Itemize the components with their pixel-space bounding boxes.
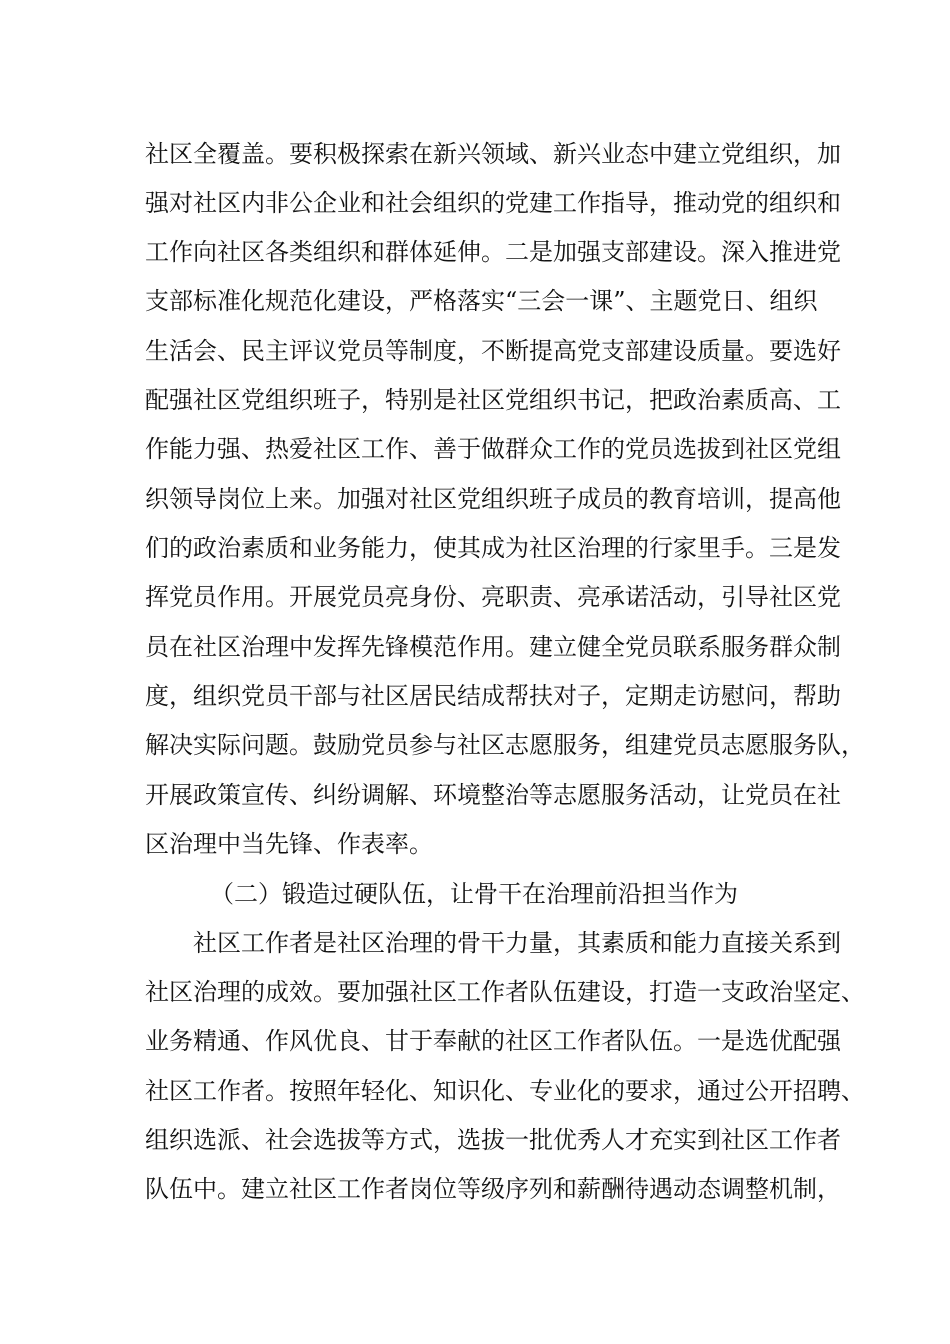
- paragraph-line: 社区工作者是社区治理的骨干力量，其素质和能力直接关系到: [193, 929, 841, 957]
- paragraph-line: 社区治理的成效。要加强社区工作者队伍建设，打造一支政治坚定、: [145, 978, 865, 1006]
- paragraph-line: 挥党员作用。开展党员亮身份、亮职责、亮承诺活动，引导社区党: [145, 583, 841, 611]
- paragraph-line: 们的政治素质和业务能力，使其成为社区治理的行家里手。三是发: [145, 534, 841, 562]
- paragraph-line: 解决实际问题。鼓励党员参与社区志愿服务，组建党员志愿服务队，: [145, 731, 865, 759]
- paragraph-line: 社区全覆盖。要积极探索在新兴领域、新兴业态中建立党组织，加: [145, 140, 841, 168]
- paragraph-line: 组织选派、社会选拔等方式，选拔一批优秀人才充实到社区工作者: [145, 1126, 841, 1154]
- paragraph-line: 度，组织党员干部与社区居民结成帮扶对子，定期走访慰问，帮助: [145, 682, 841, 710]
- paragraph-line: 区治理中当先锋、作表率。: [145, 830, 433, 858]
- paragraph-line: 队伍中。建立社区工作者岗位等级序列和薪酬待遇动态调整机制，: [145, 1175, 841, 1203]
- paragraph-line: 社区工作者。按照年轻化、知识化、专业化的要求，通过公开招聘、: [145, 1077, 865, 1105]
- paragraph-line: 员在社区治理中发挥先锋模范作用。建立健全党员联系服务群众制: [145, 633, 841, 661]
- paragraph-line: 开展政策宣传、纠纷调解、环境整治等志愿服务活动，让党员在社: [145, 781, 841, 809]
- paragraph-line: 生活会、民主评议党员等制度，不断提高党支部建设质量。要选好: [145, 337, 841, 365]
- paragraph-line: 工作向社区各类组织和群体延伸。二是加强支部建设。深入推进党: [145, 238, 841, 266]
- section-heading: （二）锻造过硬队伍，让骨干在治理前沿担当作为: [210, 880, 738, 908]
- paragraph-line: 强对社区内非公企业和社会组织的党建工作指导，推动党的组织和: [145, 189, 841, 217]
- paragraph-line: 作能力强、热爱社区工作、善于做群众工作的党员选拔到社区党组: [145, 435, 841, 463]
- paragraph-line: 支部标准化规范化建设，严格落实“三会一课”、主题党日、组织: [145, 287, 818, 315]
- paragraph-line: 业务精通、作风优良、甘于奉献的社区工作者队伍。一是选优配强: [145, 1027, 841, 1055]
- paragraph-line: 织领导岗位上来。加强对社区党组织班子成员的教育培训，提高他: [145, 485, 841, 513]
- paragraph-line: 配强社区党组织班子，特别是社区党组织书记，把政治素质高、工: [145, 386, 841, 414]
